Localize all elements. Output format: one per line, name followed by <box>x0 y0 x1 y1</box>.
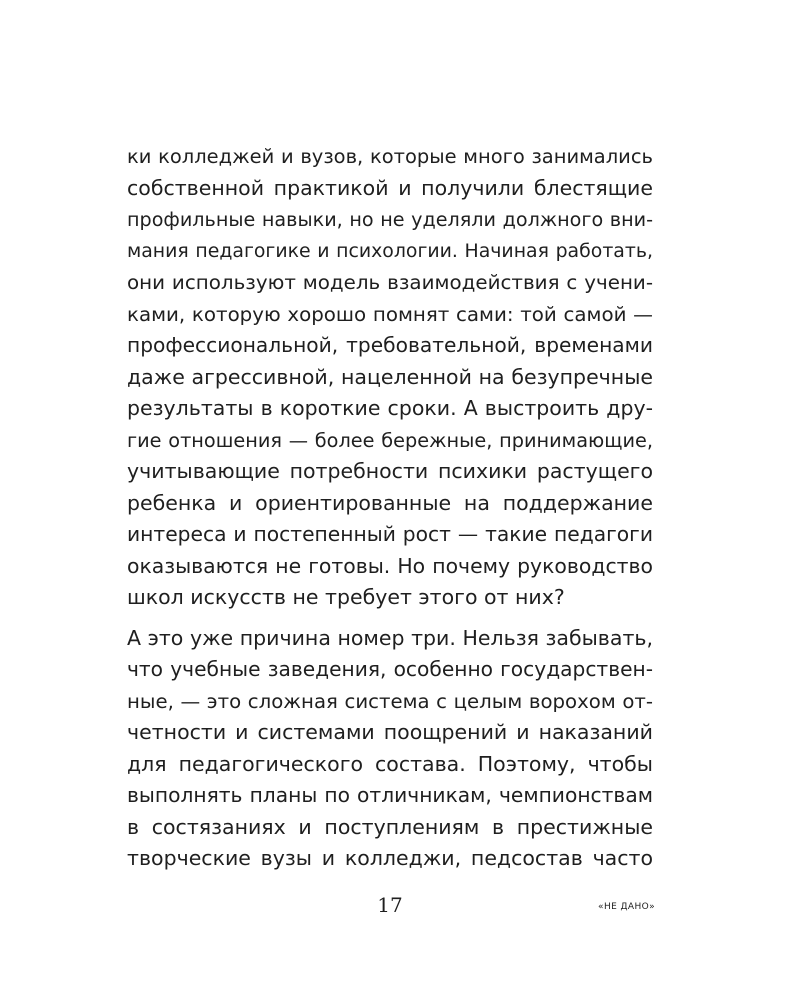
text-line: профильные навыки, но не уделяли должного вни- <box>127 208 653 231</box>
text-line: ные, — это сложная система с целым ворохом от- <box>127 689 653 713</box>
text-line: учитывающие потребности психики растущего <box>127 459 653 483</box>
text-line: даже агрессивной, нацеленной на безупречные <box>127 364 653 389</box>
text-line: школ искусств не требует этого от них? <box>127 585 565 609</box>
text-line: что учебные заведения, особенно государствен- <box>127 657 653 681</box>
text-line: ребенка и ориентированные на поддержание <box>127 490 653 515</box>
body-text <box>127 141 653 875</box>
running-title: «НЕ ДАНО» <box>598 902 655 912</box>
paragraph-2 <box>127 623 653 875</box>
text-line: гие отношения — более бережные, принимающие, <box>127 428 653 452</box>
text-line: четности и системами поощрений и наказаний <box>127 720 653 744</box>
text-line: ки колледжей и вузов, которые много занимались <box>127 145 653 168</box>
text-line: интереса и постепенный рост — такие педагоги <box>127 522 653 546</box>
text-line: результаты в короткие сроки. А выстроить дру- <box>127 396 653 420</box>
page-number: 17 <box>377 893 403 917</box>
text-line: ками, которую хорошо помнят сами: той самой — <box>127 302 653 326</box>
text-line: для педагогического состава. Поэтому, чтобы <box>127 751 653 776</box>
text-line: они используют модель взаимодействия с учени- <box>127 271 653 294</box>
paragraph-1 <box>127 141 653 614</box>
text-line: собственной практикой и получили блестящие <box>127 175 653 200</box>
text-line: А это уже причина номер три. Нельзя забывать, <box>127 625 653 650</box>
text-line: оказываются не готовы. Но почему руководство <box>127 553 653 578</box>
text-line: в состязаниях и поступлениям в престижные <box>127 814 653 839</box>
text-line: творческие вузы и колледжи, педсостав часто <box>127 846 653 870</box>
text-line: выполнять планы по отличникам, чемпионствам <box>127 783 653 807</box>
text-line: мания педагогике и психологии. Начиная работать, <box>127 239 653 262</box>
text-line: профессиональной, требовательной, временами <box>127 333 653 357</box>
